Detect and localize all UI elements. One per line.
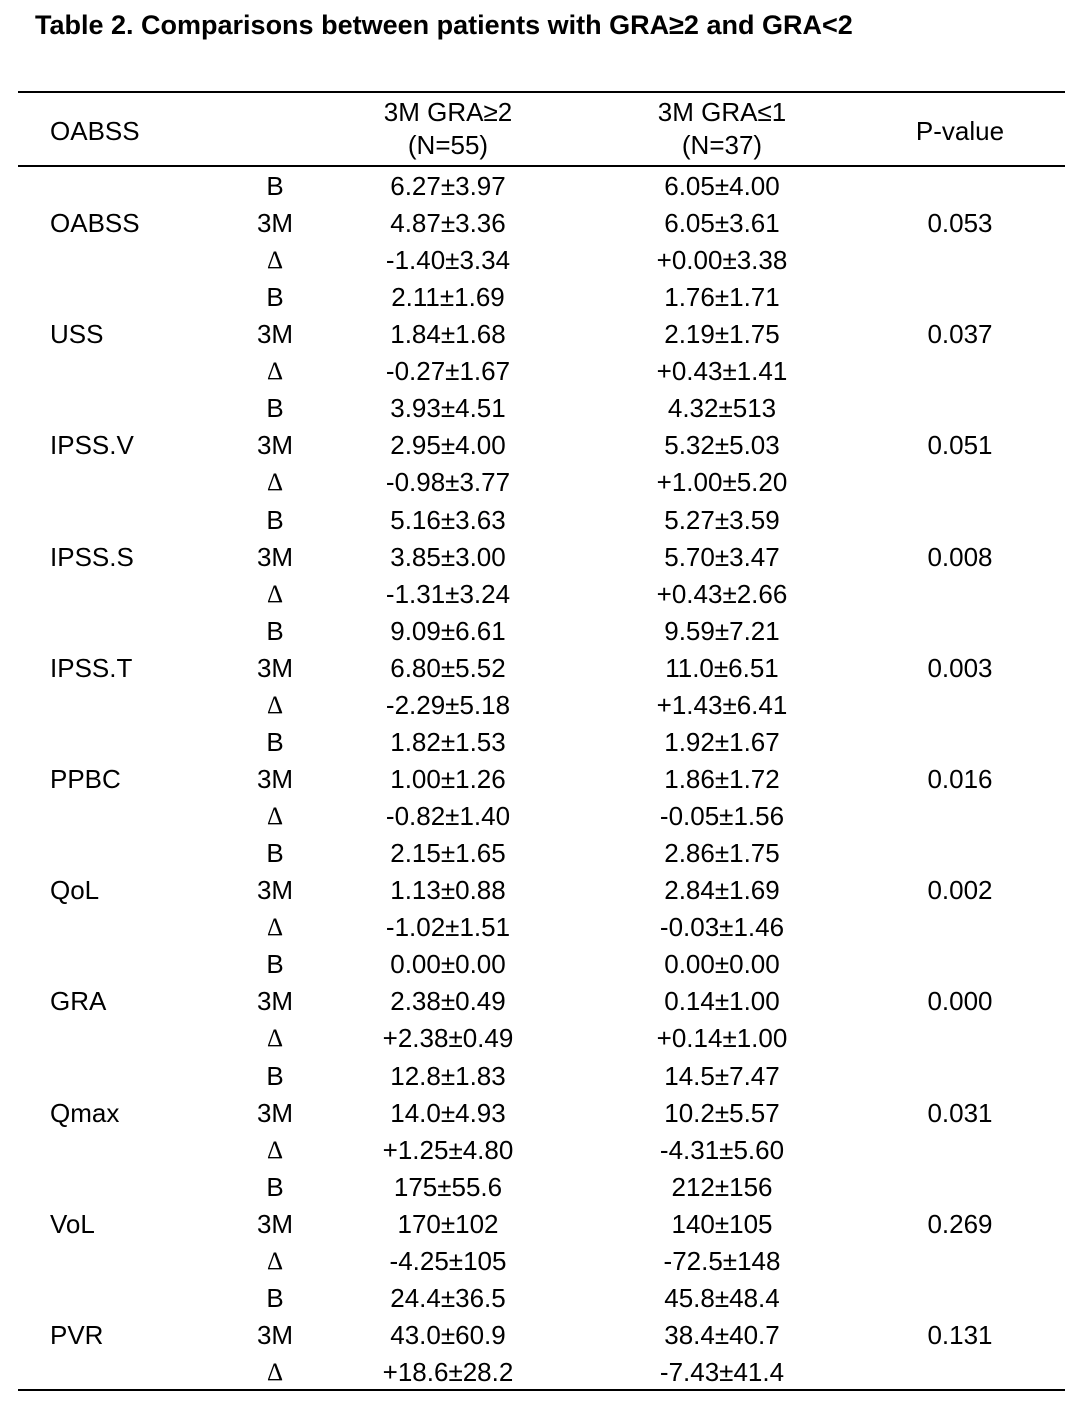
group2-value: 0.00±0.00: [664, 949, 780, 980]
header-group2-label: 3M GRA≤1: [657, 97, 787, 127]
table-bottom-rule: [18, 1389, 1065, 1391]
group1-value: 170±102: [397, 1208, 499, 1239]
group2-value: 11.0±6.51: [665, 652, 779, 683]
row-group-ipss-s: [0, 502, 1080, 613]
group2-value: +0.00±3.38: [656, 245, 788, 275]
group1-value: +18.6±28.2: [382, 1356, 514, 1387]
p-value: 0.037: [927, 319, 993, 350]
group1-value: 14.0±4.93: [390, 1097, 506, 1128]
table-top-rule: [18, 91, 1065, 93]
table-row: [0, 1280, 1080, 1317]
table-row: [0, 168, 1080, 205]
p-value: 0.053: [927, 208, 993, 238]
time-label: 3M: [256, 1097, 294, 1128]
group1-value: -2.29±5.18: [385, 689, 511, 720]
table-row: [0, 502, 1080, 539]
time-label: 3M: [256, 875, 294, 906]
table-row: [0, 1132, 1080, 1169]
time-label: B: [266, 838, 284, 869]
table-row: [0, 1354, 1080, 1391]
p-value: 0.008: [927, 541, 993, 572]
table-row: [0, 242, 1080, 279]
group1-value: 1.82±1.53: [390, 726, 506, 757]
group2-value: 5.32±5.03: [664, 430, 780, 461]
time-label: B: [266, 171, 284, 201]
measure-name: IPSS.S: [50, 541, 134, 572]
group1-value: 3.93±4.51: [390, 393, 506, 424]
table-body: [0, 168, 1080, 1391]
group1-value: -1.31±3.24: [385, 578, 511, 609]
time-label: B: [266, 504, 284, 535]
time-label: B: [266, 393, 284, 424]
time-label: 3M: [256, 1208, 294, 1239]
table-row: [0, 946, 1080, 983]
group1-value: 2.15±1.65: [390, 838, 506, 869]
measure-name: GRA: [50, 986, 107, 1017]
group2-value: 5.70±3.47: [664, 541, 780, 572]
p-value: 0.016: [927, 763, 993, 794]
group1-value: -0.98±3.77: [385, 467, 511, 498]
table-row: [0, 390, 1080, 427]
group2-value: 2.86±1.75: [664, 838, 780, 869]
table-row: [0, 835, 1080, 872]
time-label: 3M: [256, 763, 294, 794]
group1-value: -1.02±1.51: [385, 912, 511, 943]
time-label: 3M: [256, 652, 294, 683]
group2-value: -0.05±1.56: [659, 800, 785, 831]
table-row: [0, 613, 1080, 650]
row-group-ppbc: [0, 724, 1080, 835]
measure-name: Qmax: [50, 1097, 120, 1128]
table-row: [0, 279, 1080, 316]
table-row: [0, 687, 1080, 724]
group2-value: 2.84±1.69: [664, 875, 780, 906]
row-group-gra: [0, 946, 1080, 1057]
measure-name: VoL: [50, 1208, 95, 1239]
time-label: 3M: [256, 319, 294, 350]
p-value: 0.003: [927, 652, 993, 683]
time-label: B: [266, 1171, 284, 1202]
time-label: 3M: [256, 1319, 294, 1350]
group2-value: -0.03±1.46: [659, 912, 785, 943]
p-value: 0.000: [927, 986, 993, 1017]
group2-value: 45.8±48.4: [664, 1282, 780, 1313]
table-row: [0, 464, 1080, 501]
time-label: Δ: [266, 914, 284, 942]
measure-name: OABSS: [50, 208, 140, 238]
row-group-oabss: [0, 168, 1080, 279]
group1-value: 5.16±3.63: [390, 504, 506, 535]
group2-value: -4.31±5.60: [659, 1134, 785, 1165]
p-value: 0.051: [927, 430, 993, 461]
measure-name: USS: [50, 319, 104, 350]
group2-value: 1.86±1.72: [664, 763, 780, 794]
time-label: Δ: [266, 1025, 284, 1053]
group2-value: -72.5±148: [663, 1245, 781, 1276]
time-label: Δ: [266, 358, 284, 386]
time-label: 3M: [256, 541, 294, 572]
group2-value: 9.59±7.21: [664, 615, 780, 646]
header-group2: [622, 96, 822, 162]
row-group-qmax: [0, 1058, 1080, 1169]
group2-value: 10.2±5.57: [664, 1097, 780, 1128]
p-value: 0.269: [927, 1208, 993, 1239]
table-row: [0, 576, 1080, 613]
group2-value: -7.43±41.4: [659, 1356, 785, 1387]
time-label: 3M: [256, 430, 294, 461]
table-title: Table 2. Comparisons between patients with GRA≥2 and GRA<2: [35, 10, 853, 40]
time-label: Δ: [266, 247, 284, 274]
time-label: 3M: [256, 986, 294, 1017]
group1-value: 1.13±0.88: [390, 875, 506, 906]
group2-value: +1.00±5.20: [656, 467, 788, 498]
group2-value: +0.14±1.00: [656, 1023, 788, 1054]
table-row: [0, 1169, 1080, 1206]
time-label: B: [266, 949, 284, 980]
group1-value: 1.84±1.68: [390, 319, 506, 350]
group2-value: 1.76±1.71: [664, 282, 780, 313]
group2-value: 1.92±1.67: [664, 726, 780, 757]
header-pvalue: P-value: [915, 116, 1005, 146]
group1-value: 2.95±4.00: [390, 430, 506, 461]
time-label: Δ: [266, 580, 284, 608]
row-group-ipss-v: [0, 390, 1080, 501]
table-row: [0, 1058, 1080, 1095]
time-label: 3M: [256, 208, 294, 238]
group2-value: 0.14±1.00: [664, 986, 780, 1017]
time-label: B: [266, 615, 284, 646]
p-value: 0.002: [927, 875, 993, 906]
group1-value: 12.8±1.83: [390, 1060, 506, 1091]
group2-value: 38.4±40.7: [664, 1319, 780, 1350]
group1-value: -0.82±1.40: [385, 800, 511, 831]
header-group1-n: (N=55): [407, 130, 489, 160]
group1-value: 6.80±5.52: [390, 652, 506, 683]
p-value: 0.131: [927, 1319, 993, 1350]
measure-name: IPSS.V: [50, 430, 134, 461]
table-row: [0, 909, 1080, 946]
measure-name: IPSS.T: [50, 652, 133, 683]
table-header-rule: [18, 165, 1065, 167]
header-measure-label: OABSS: [50, 116, 140, 146]
group1-value: 24.4±36.5: [390, 1282, 506, 1313]
group1-value: 2.11±1.69: [391, 282, 505, 313]
group1-value: 0.00±0.00: [390, 949, 506, 980]
time-label: B: [266, 282, 284, 313]
group2-value: 140±105: [671, 1208, 773, 1239]
group1-value: -0.27±1.67: [385, 356, 511, 387]
header-group2-n: (N=37): [681, 130, 763, 160]
group1-value: 3.85±3.00: [390, 541, 506, 572]
group2-value: +0.43±2.66: [656, 578, 788, 609]
group1-value: -1.40±3.34: [385, 245, 511, 275]
time-label: Δ: [266, 1247, 284, 1275]
group2-value: 212±156: [671, 1171, 773, 1202]
row-group-ipss-t: [0, 613, 1080, 724]
measure-name: PPBC: [50, 763, 121, 794]
header-group1: [348, 96, 548, 162]
group1-value: +2.38±0.49: [382, 1023, 514, 1054]
measure-name: PVR: [50, 1319, 104, 1350]
group2-value: 4.32±513: [667, 393, 777, 424]
row-group-vol: [0, 1169, 1080, 1280]
group1-value: 175±55.6: [393, 1171, 503, 1202]
group2-value: 5.27±3.59: [664, 504, 780, 535]
table-row: [0, 353, 1080, 390]
group2-value: 6.05±4.00: [664, 171, 780, 201]
group1-value: 2.38±0.49: [390, 986, 506, 1017]
group2-value: 14.5±7.47: [664, 1060, 780, 1091]
time-label: Δ: [266, 469, 284, 497]
row-group-pvr: [0, 1280, 1080, 1391]
table-row: [0, 798, 1080, 835]
time-label: B: [266, 726, 284, 757]
group2-value: 2.19±1.75: [664, 319, 780, 350]
group1-value: 43.0±60.9: [390, 1319, 506, 1350]
group1-value: 4.87±3.36: [390, 208, 506, 238]
table-row: [0, 1020, 1080, 1057]
group2-value: +1.43±6.41: [656, 689, 788, 720]
time-label: Δ: [266, 1358, 284, 1386]
time-label: Δ: [266, 802, 284, 830]
group1-value: -4.25±105: [389, 1245, 507, 1276]
time-label: Δ: [266, 1136, 284, 1164]
group1-value: 1.00±1.26: [390, 763, 506, 794]
time-label: Δ: [266, 691, 284, 719]
time-label: B: [266, 1060, 284, 1091]
measure-name: QoL: [50, 875, 100, 906]
row-group-qol: [0, 835, 1080, 946]
p-value: 0.031: [927, 1097, 993, 1128]
table-row: [0, 724, 1080, 761]
row-group-uss: [0, 279, 1080, 390]
time-label: B: [266, 1282, 284, 1313]
group1-value: 9.09±6.61: [390, 615, 506, 646]
group1-value: +1.25±4.80: [382, 1134, 514, 1165]
group1-value: 6.27±3.97: [390, 171, 506, 201]
header-group1-label: 3M GRA≥2: [383, 97, 513, 127]
group2-value: 6.05±3.61: [664, 208, 780, 238]
group2-value: +0.43±1.41: [656, 356, 788, 387]
table-row: [0, 1243, 1080, 1280]
